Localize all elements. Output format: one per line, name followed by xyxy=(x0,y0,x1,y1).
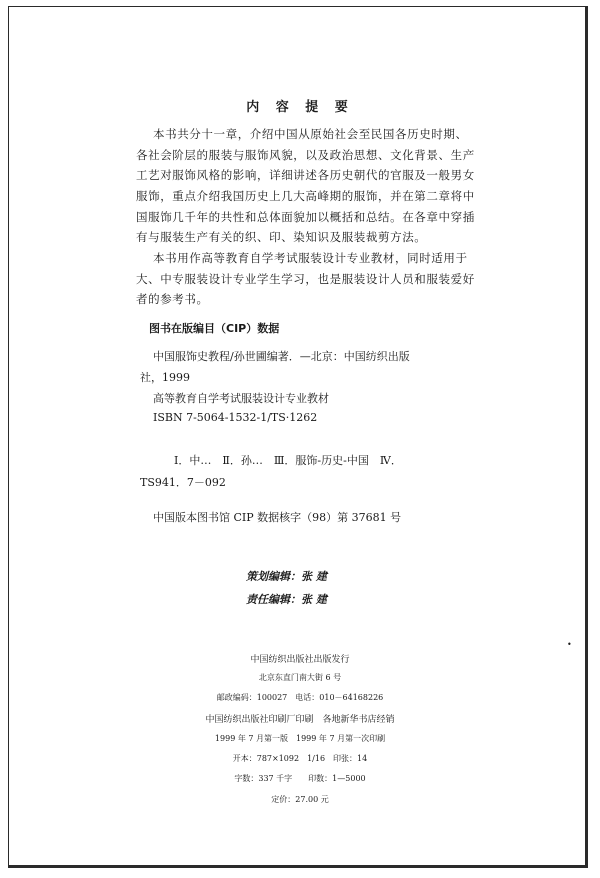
summary-line-7: 本书用作高等教育自学考试服装设计专业教材，同时适用于 xyxy=(153,251,468,265)
summary-line-9: 者的参考书。 xyxy=(136,292,209,306)
format-line: 开本：787×1092 1/16 印张：14 xyxy=(232,754,368,763)
summary-line-1: 本书共分十一章，介绍中国从原始社会至民国各历史时期、 xyxy=(153,127,468,141)
summary-line-2: 各社会阶层的服装与服饰风貌，以及政治思想、文化背景、生产 xyxy=(136,148,475,162)
cip-line-7: 中国版本图书馆 CIP 数据核字（98）第 37681 号 xyxy=(153,511,402,524)
cip-line-2: 社，1999 xyxy=(140,371,190,384)
cip-line-4: ISBN 7-5064-1532-1/TS·1262 xyxy=(153,411,318,424)
planning-editor: 策划编辑：张 建 xyxy=(246,570,327,583)
cip-heading: 图书在版编目（CIP）数据 xyxy=(149,322,280,335)
responsible-editor: 责任编辑：张 建 xyxy=(246,593,327,606)
printer-line: 中国纺织出版社印刷厂印刷 各地新华书店经销 xyxy=(205,715,395,725)
summary-line-6: 有与服装生产有关的织、印、染知识及服装裁剪方法。 xyxy=(136,230,427,244)
word-count-line: 字数：337 千字 印数：1—5000 xyxy=(234,774,366,783)
cip-line-3: 高等教育自学考试服装设计专业教材 xyxy=(153,392,329,405)
page-title: 内 容 提 要 xyxy=(246,100,354,115)
publisher-line-1: 中国纺织出版社出版发行 xyxy=(250,655,350,665)
price-line: 定价：27.00 元 xyxy=(271,795,329,804)
summary-line-8: 大、中专服装设计专业学生学习，也是服装设计人员和服装爱好 xyxy=(136,272,475,286)
stray-mark: • xyxy=(567,640,572,649)
publisher-contact: 邮政编码：100027 电话：010－64168226 xyxy=(216,693,384,702)
edition-line: 1999 年 7 月第一版 1999 年 7 月第一次印刷 xyxy=(214,734,386,743)
cip-line-6: TS941．7－092 xyxy=(140,476,226,489)
publisher-address: 北京东直门南大街 6 号 xyxy=(258,673,342,682)
summary-line-3: 工艺对服饰风格的影响，详细讲述各历史朝代的官服及一般男女 xyxy=(136,168,475,182)
cip-line-5: Ⅰ．中… Ⅱ．孙… Ⅲ．服饰-历史-中国 Ⅳ． xyxy=(174,454,402,467)
summary-line-4: 服饰，重点介绍我国历史上几大高峰期的服饰，并在第二章将中 xyxy=(136,189,475,203)
cip-line-1: 中国服饰史教程/孙世圃编著．—北京：中国纺织出版 xyxy=(153,350,410,363)
summary-line-5: 国服饰几千年的共性和总体面貌加以概括和总结。在各章中穿插 xyxy=(136,210,475,224)
